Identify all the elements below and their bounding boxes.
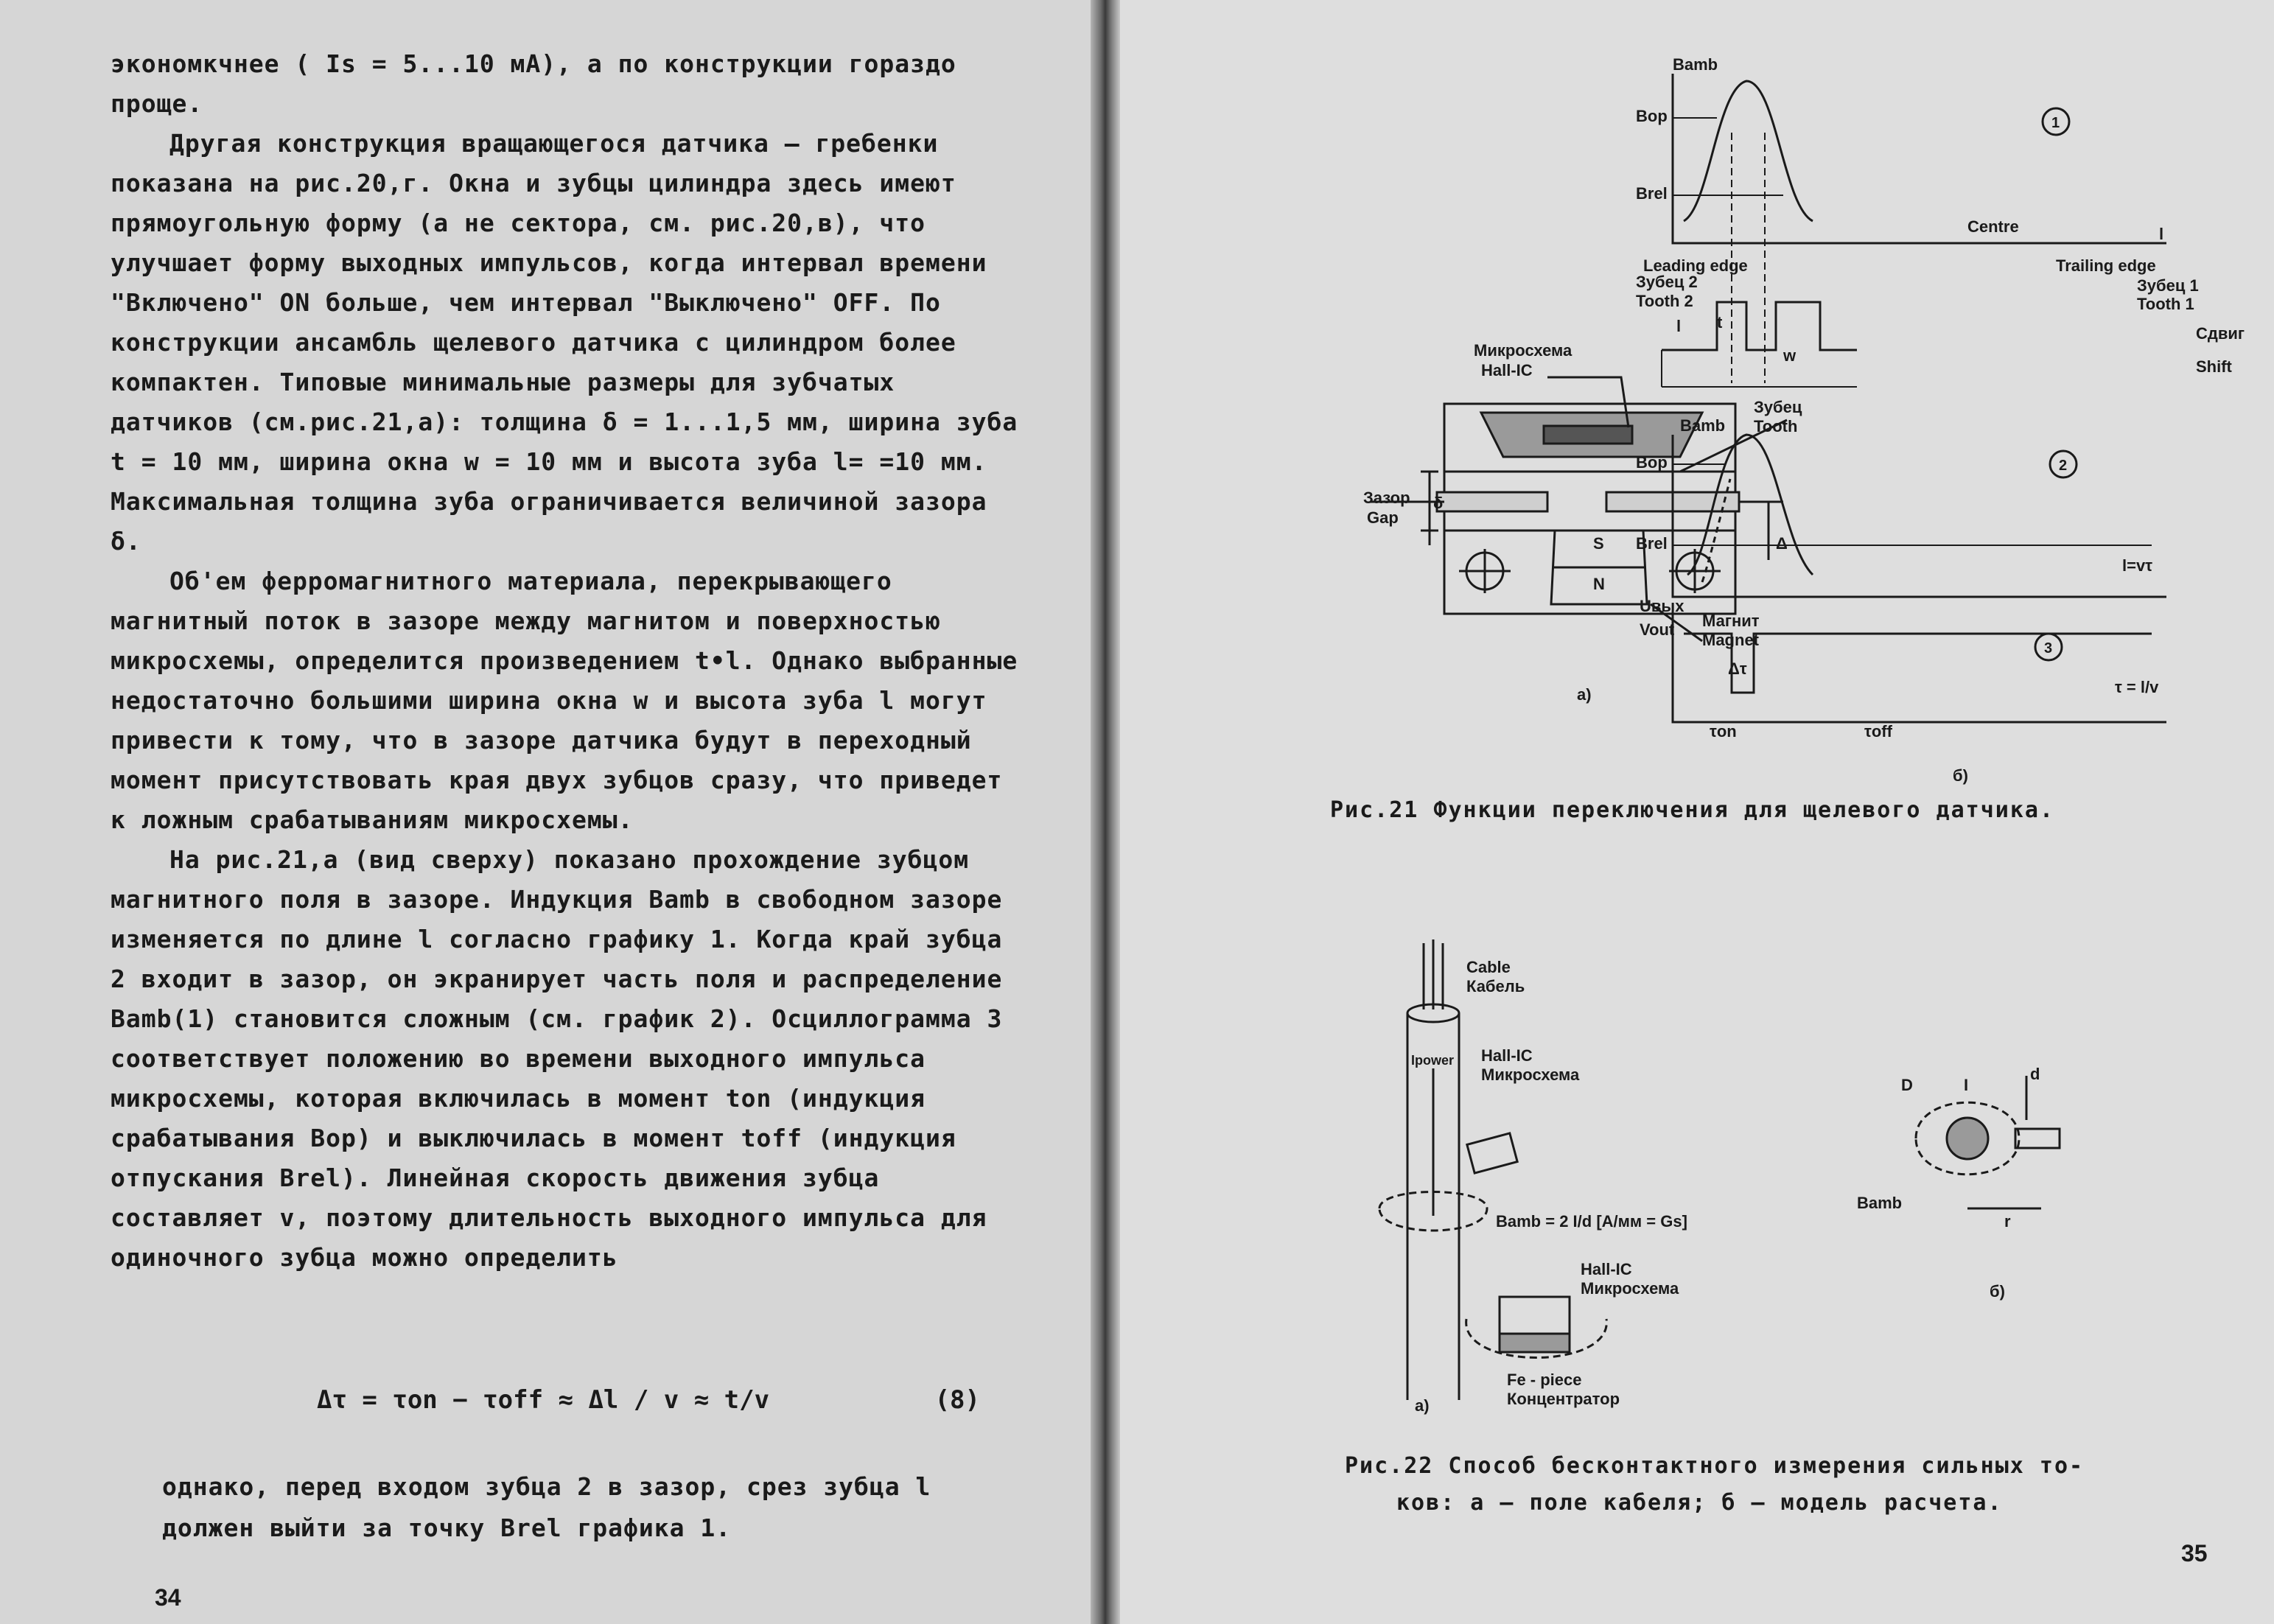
label-pole-s: S bbox=[1593, 534, 1604, 553]
label-leading-edge: Leading edge bbox=[1643, 256, 1748, 275]
label-fe-en: Fe - piece bbox=[1507, 1371, 1582, 1389]
label-tooth1-en: Tooth 1 bbox=[2137, 295, 2194, 313]
label-d: d bbox=[2030, 1065, 2040, 1083]
label-t: t bbox=[1717, 313, 1723, 332]
paragraph-4: На рис.21,а (вид сверху) показано прохождение зубцом магнитного поля в зазоре. Индукция Bamb в свободном зазоре изменяется по длине l согласно графику 1. Когда край зубца 2 входит в зазор, он экранирует часть поля и распределение Bamb(1) становится сложным (см. график 2). Осциллограмма 3 соответствует положению во времени выходного импульса микросхемы, которая включилась в момент ton (индукция срабатывания Bop) и выключилась в момент toff (индукция отпускания Brel). Линейная скорость движения зубца составляет v, поэтому длительность выходного импульса для одиночного зубца можно определить bbox=[111, 845, 1003, 1272]
label-centre: Centre bbox=[1967, 217, 2019, 236]
label-ic-ru: Микросхема bbox=[1474, 341, 1572, 360]
label-ic-en: Hall-IC bbox=[1481, 361, 1533, 379]
label-tooth-ru: Зубец bbox=[1754, 398, 1802, 416]
left-page bbox=[0, 0, 1091, 1624]
label-fig21-a: а) bbox=[1577, 685, 1592, 704]
book-gutter bbox=[1091, 0, 1120, 1624]
label-shift-en: Shift bbox=[2196, 357, 2232, 376]
label-bamb-model: Bamb bbox=[1857, 1194, 1903, 1212]
label-pole-n: N bbox=[1593, 575, 1605, 593]
curve-1 bbox=[1684, 81, 1813, 221]
paragraph-2: Другая конструкция вращающегося датчика – гребенки показана на рис.20,г. Окна и зубцы цилиндра здесь имеют прямоугольную форму (а не сектора, см. рис.20,в), что улучшает форму выходных импульсов, когда интервал времени "Включено" ON больше, чем интервал "Выключено" OFF. По конструкции ансамбль щелевого датчика с цилиндром более компактен. Типовые минимальные размеры для зубчатых датчиков (см.рис.21,а): толщина δ = 1...1,5 мм, ширина зуба t = 10 мм, ширина окна w = 10 мм и высота зуба l= =10 мм. Максимальная толщина зуба ограничивается величиной зазора δ. bbox=[111, 129, 1018, 556]
label-cable-ru: Кабель bbox=[1466, 977, 1525, 995]
label-uout: Uвых bbox=[1640, 597, 1684, 615]
fig22-caption-line-1: Рис.22 Способ бесконтактного измерения сильных то- bbox=[1345, 1453, 2085, 1479]
label-hall-en: Hall-IC bbox=[1481, 1046, 1533, 1065]
hall-ic-die bbox=[1544, 426, 1632, 444]
label-tooth-en: Tooth bbox=[1754, 417, 1798, 435]
label-bop: Bop bbox=[1636, 107, 1668, 125]
label-tooth2-en: Tooth 2 bbox=[1636, 292, 1693, 310]
label-big-delta: Δ bbox=[1776, 534, 1788, 553]
formula-number: (8) bbox=[934, 1385, 980, 1415]
page-number-left: 34 bbox=[155, 1584, 181, 1611]
label-l-vt: l=vτ bbox=[2122, 556, 2153, 575]
label-gap-ru: Зазор bbox=[1363, 489, 1410, 507]
left-page-text bbox=[111, 44, 1024, 1278]
label-fig21-b: б) bbox=[1953, 766, 1968, 785]
formula-text: Δτ = τon − τoff ≈ Δl / v ≈ t/v bbox=[317, 1385, 770, 1415]
label-magnet-ru: Магнит bbox=[1702, 612, 1760, 630]
label-hall2-ru: Микросхема bbox=[1581, 1279, 1679, 1298]
fig22a-cable bbox=[1379, 939, 1606, 1400]
formula-8 bbox=[317, 1385, 980, 1415]
fe-piece bbox=[1500, 1334, 1570, 1352]
paragraph-3: Об'ем ферромагнитного материала, перекрывающего магнитный поток в зазоре между магнитом и поверхностью микросхемы, определится произведением t•l. Однако выбранные недостаточно большими ширина окна w и высота зуба l могут привести к тому, что в зазоре датчика будут в переходный момент присутствовать края двух зубцов сразу, что приведет к ложным срабатываниям микросхемы. bbox=[111, 567, 1018, 834]
label-delta: δ bbox=[1433, 494, 1444, 512]
graph1-levels bbox=[1673, 118, 1783, 195]
callout-label-3: 3 bbox=[2044, 640, 2053, 657]
conductor-D bbox=[1947, 1118, 1988, 1159]
fig21-caption: Рис.21 Функции переключения для щелевого датчика. bbox=[1330, 797, 2055, 823]
label-shift-ru: Сдвиг bbox=[2196, 324, 2245, 343]
label-l-small: l bbox=[1676, 317, 1682, 335]
label-tau-off: τoff bbox=[1864, 722, 1892, 741]
label-fig22-a: а) bbox=[1415, 1396, 1430, 1415]
label-gap-en: Gap bbox=[1367, 508, 1399, 527]
label-hall2-en: Hall-IC bbox=[1581, 1260, 1632, 1278]
hole-cross-right bbox=[1669, 549, 1721, 593]
callout-label-2: 2 bbox=[2059, 458, 2068, 474]
label-tau-eq: τ = l/v bbox=[2115, 678, 2159, 696]
label-l-axis: l bbox=[2159, 225, 2164, 243]
callout-label-1: 1 bbox=[2051, 115, 2060, 131]
label-dtau: Δτ bbox=[1728, 659, 1747, 678]
label-brel-2: Brel bbox=[1636, 534, 1668, 553]
right-page bbox=[1120, 0, 2274, 1624]
label-bamb-2: Bamb bbox=[1680, 416, 1726, 435]
graph1-axes bbox=[1673, 74, 2166, 243]
hall-sensor-on-cable bbox=[1467, 1133, 1517, 1173]
label-trailing-edge: Trailing edge bbox=[2056, 256, 2156, 275]
label-ipower: Ipower bbox=[1411, 1053, 1455, 1068]
fig22b-model bbox=[1916, 1076, 2060, 1208]
label-tooth2-ru: Зубец 2 bbox=[1636, 273, 1698, 291]
label-D: D bbox=[1901, 1076, 1913, 1094]
label-I: I bbox=[1964, 1076, 1969, 1094]
graph2-axes bbox=[1673, 435, 2166, 597]
graph2-levels bbox=[1673, 464, 2152, 545]
label-r: r bbox=[2004, 1212, 2011, 1231]
label-w: w bbox=[1783, 346, 1797, 365]
tooth-base bbox=[1662, 350, 1857, 387]
page-number-right: 35 bbox=[2181, 1540, 2208, 1567]
label-hall-ru: Микросхема bbox=[1481, 1065, 1580, 1084]
label-fe-ru: Концентратор bbox=[1507, 1390, 1620, 1408]
paragraph-1: экономкчнее ( Is = 5...10 мА), а по конструкции гораздо проще. bbox=[111, 49, 956, 118]
label-brel: Brel bbox=[1636, 184, 1668, 203]
tooth-left bbox=[1437, 492, 1547, 511]
label-tau-on: τon bbox=[1710, 722, 1737, 741]
label-cable-en: Cable bbox=[1466, 958, 1511, 976]
label-tooth1-ru: Зубец 1 bbox=[2137, 276, 2199, 295]
label-fig22-b: б) bbox=[1990, 1282, 2005, 1301]
model-sensor bbox=[2015, 1129, 2060, 1148]
label-bamb-formula: Bamb = 2 I/d [A/мм = Gs] bbox=[1496, 1212, 1687, 1231]
cable-wires bbox=[1424, 939, 1443, 1009]
label-bamb: Bamb bbox=[1673, 55, 1718, 74]
hole-cross-left bbox=[1459, 549, 1511, 593]
label-vout: Vout bbox=[1640, 620, 1675, 639]
label-magnet-en: Magnet bbox=[1702, 631, 1759, 649]
closing-paragraph: однако, перед входом зубца 2 в зазор, срез зубца l должен выйти за точку Brel графика 1. bbox=[162, 1472, 931, 1542]
label-bop-2: Bop bbox=[1636, 453, 1668, 472]
fig22-caption-line-2: ков: а – поле кабеля; б – модель расчета. bbox=[1396, 1490, 2003, 1516]
